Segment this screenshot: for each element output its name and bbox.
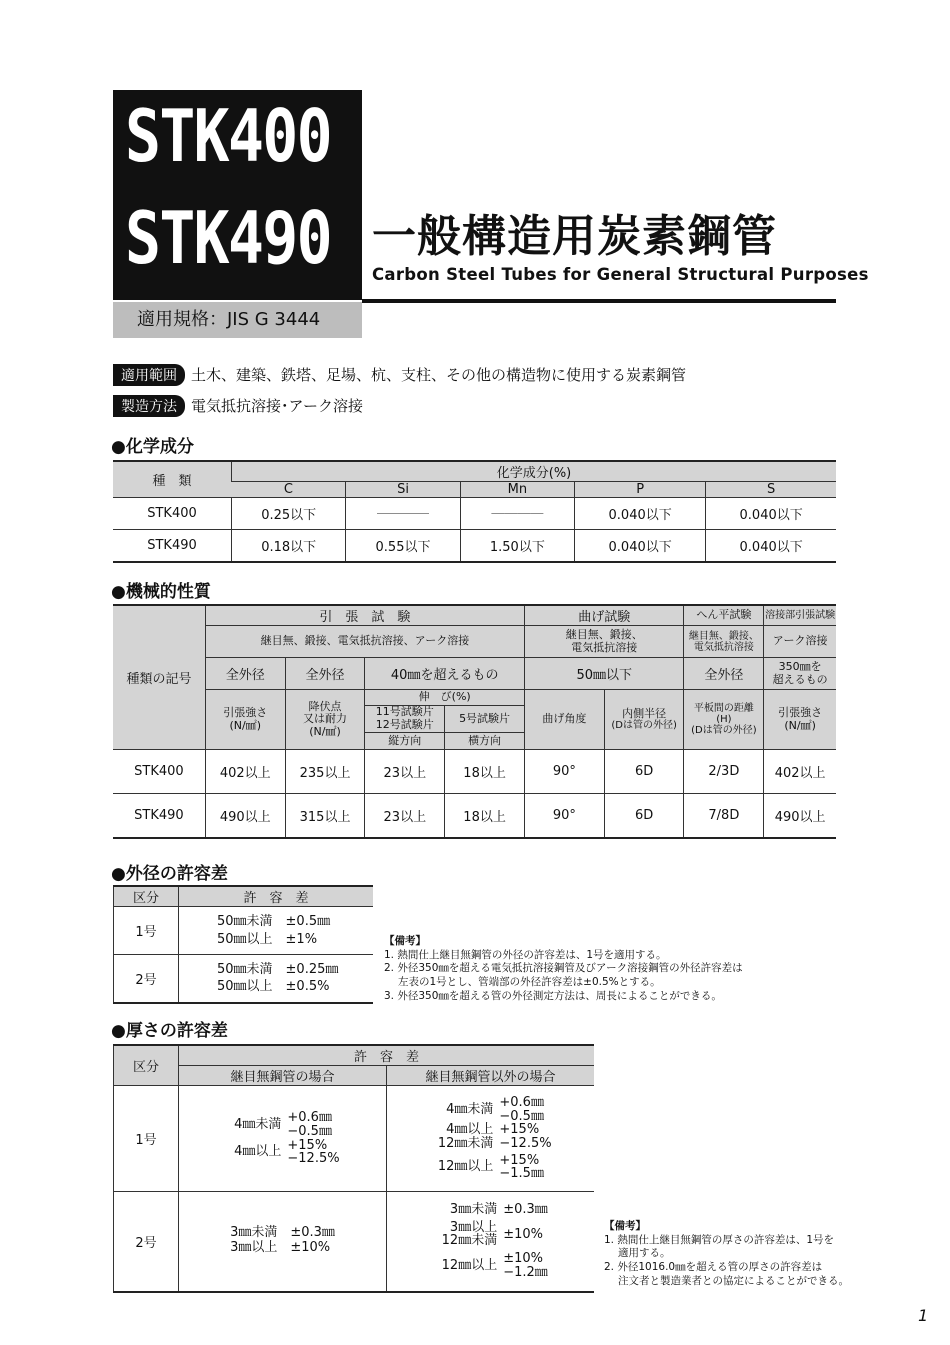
mech-table xyxy=(113,604,836,839)
method-label: 製造方法 xyxy=(113,395,185,417)
weld-strength-header: 引張強さ (N/㎟) xyxy=(764,690,836,750)
th-col-other: 継目無鋼管以外の場合 xyxy=(387,1066,595,1086)
chem-table xyxy=(113,460,836,563)
title-rule xyxy=(362,299,836,303)
th-col-class: 区分 xyxy=(114,1045,179,1086)
standard-name-1: STK400 xyxy=(125,94,331,178)
weld-header: 溶接部引張試験 xyxy=(764,605,836,626)
mech-symbol-header: 種類の記号 xyxy=(126,672,192,687)
table-row: STK400 0.25以下 ―――― ―――― 0.040以下 0.040以下 xyxy=(113,498,836,530)
method-line xyxy=(113,395,363,417)
jis-standard-bar xyxy=(113,302,362,338)
yield-header: 降伏点 又は耐力 (N/㎟) xyxy=(285,690,365,750)
od-col-class: 区分 xyxy=(114,886,179,907)
elongation-header: 伸 び(%) xyxy=(365,690,525,706)
chem-heading: ●化学成分 xyxy=(111,437,194,457)
scope-label: 適用範囲 xyxy=(113,364,185,386)
longitudinal-header: 縦方向 xyxy=(365,733,445,750)
inner-radius-header: 内側半径 (Dは管の外径) xyxy=(604,690,684,750)
tensile-strength-header: 引張強さ (N/㎟) xyxy=(205,690,285,750)
chem-col-mn: Mn xyxy=(460,482,574,498)
chem-col-s: S xyxy=(706,482,836,498)
table-row: 1号 4㎜未満 +0.6㎜ −0.5㎜ 4㎜以上 +15% −12.5% 4㎜未満 +0.6㎜ −0.5㎜ 4㎜以上 12㎜未満 +15% −12.5% 12㎜以上 +15% −1.5㎜ xyxy=(114,1086,595,1192)
flat-od: 全外径 xyxy=(684,658,764,690)
chem-group-header: 化学成分(%) xyxy=(232,461,837,482)
table-row: 2号 50㎜未満 ±0.25㎜ 50㎜以上 ±0.5% xyxy=(114,955,374,1003)
weld-over: 350㎜を 超えるもの xyxy=(764,658,836,690)
over-40: 40㎜を超えるもの xyxy=(365,658,525,690)
mech-heading: ●機械的性質 xyxy=(111,582,211,602)
tensile-header: 引 張 試 験 xyxy=(205,605,524,626)
thickness-heading: ●厚さの許容差 xyxy=(111,1021,228,1041)
flat-header: へん平試験 xyxy=(684,605,764,626)
scope-text: 土木、建築、鉄塔、足場、杭、支柱、その他の構造物に使用する炭素鋼管 xyxy=(191,366,687,384)
title-block xyxy=(113,90,362,300)
method-text: 電気抵抗溶接･アーク溶接 xyxy=(191,397,364,415)
transverse-header: 横方向 xyxy=(445,733,525,750)
th-col-tol: 許 容 差 xyxy=(179,1045,595,1066)
chem-col-c: C xyxy=(283,482,293,497)
thickness-table xyxy=(113,1044,594,1293)
tensile-method: 継目無、鍛接、電気抵抗溶接、アーク溶接 xyxy=(205,626,524,658)
page-subtitle: Carbon Steel Tubes for General Structural Purposes xyxy=(372,265,869,284)
thickness-notes: 【備考】 1. 熱間仕上継目無鋼管の厚さの許容差は、1号を 適用する。 2. 外径1016.0㎜を超える管の厚さの許容差は 注文者と製造業者との協定によることができる。 xyxy=(604,1220,849,1287)
specimen-11-header: 11号試験片 12号試験片 xyxy=(365,706,445,733)
table-row: STK490 0.18以下 0.55以下 1.50以下 0.040以下 0.040以下 xyxy=(113,530,836,562)
chem-col-si: Si xyxy=(346,482,460,498)
weld-method: アーク溶接 xyxy=(764,626,836,658)
jis-standard: 適用規格：JIS G 3444 xyxy=(137,309,321,330)
scope-line xyxy=(113,364,686,386)
od-col-tol: 許 容 差 xyxy=(179,886,374,907)
tensile-od-1: 全外径 xyxy=(205,658,285,690)
od-heading: ●外径の許容差 xyxy=(111,864,228,884)
flat-dist-header: 平板間の距離 (H) (Dは管の外径) xyxy=(684,690,764,750)
od-table xyxy=(113,885,373,1004)
specimen-5-header: 5号試験片 xyxy=(445,706,525,733)
th-col-seamless: 継目無鋼管の場合 xyxy=(179,1066,387,1086)
table-row: 1号 50㎜未満 ±0.5㎜ 50㎜以上 ±1% xyxy=(114,907,374,955)
tensile-od-2: 全外径 xyxy=(285,658,365,690)
table-row: 2号 3㎜未満 ±0.3㎜ 3㎜以上 ±10% 3㎜未満 ±0.3㎜ 3㎜以上 12㎜未満 ±10% 12㎜以上 ±10% −1.2㎜ xyxy=(114,1192,595,1292)
flat-method: 継目無、鍛接、 電気抵抗溶接 xyxy=(684,626,764,658)
bend-angle-header: 曲げ角度 xyxy=(524,690,604,750)
table-row: STK400 402以上 235以上 23以上 18以上 90° 6D 2/3D 402以上 xyxy=(113,750,836,794)
bend-header: 曲げ試験 xyxy=(524,605,684,626)
page-number: 1 xyxy=(918,1306,929,1325)
chem-type-header: 種 類 xyxy=(152,474,192,489)
table-row: STK490 490以上 315以上 23以上 18以上 90° 6D 7/8D 490以上 xyxy=(113,794,836,838)
od-notes: 【備考】 1. 熱間仕上継目無鋼管の外径の許容差は、1号を適用する。 2. 外径350㎜を超える電気抵抗溶接鋼管及びアーク溶接鋼管の外径許容差は 左表の1号とし、管端部の外径許容差は±0.5%とする。 3. 外径350㎜を超える管の外径測定方法は、周長によることができる。 xyxy=(384,935,743,1002)
under-50: 50㎜以下 xyxy=(524,658,684,690)
page-title: 一般構造用炭素鋼管 xyxy=(372,211,777,262)
standard-name-2: STK490 xyxy=(125,196,331,280)
chem-col-p: P xyxy=(575,482,706,498)
bend-method: 継目無、鍛接、 電気抵抗溶接 xyxy=(524,626,684,658)
